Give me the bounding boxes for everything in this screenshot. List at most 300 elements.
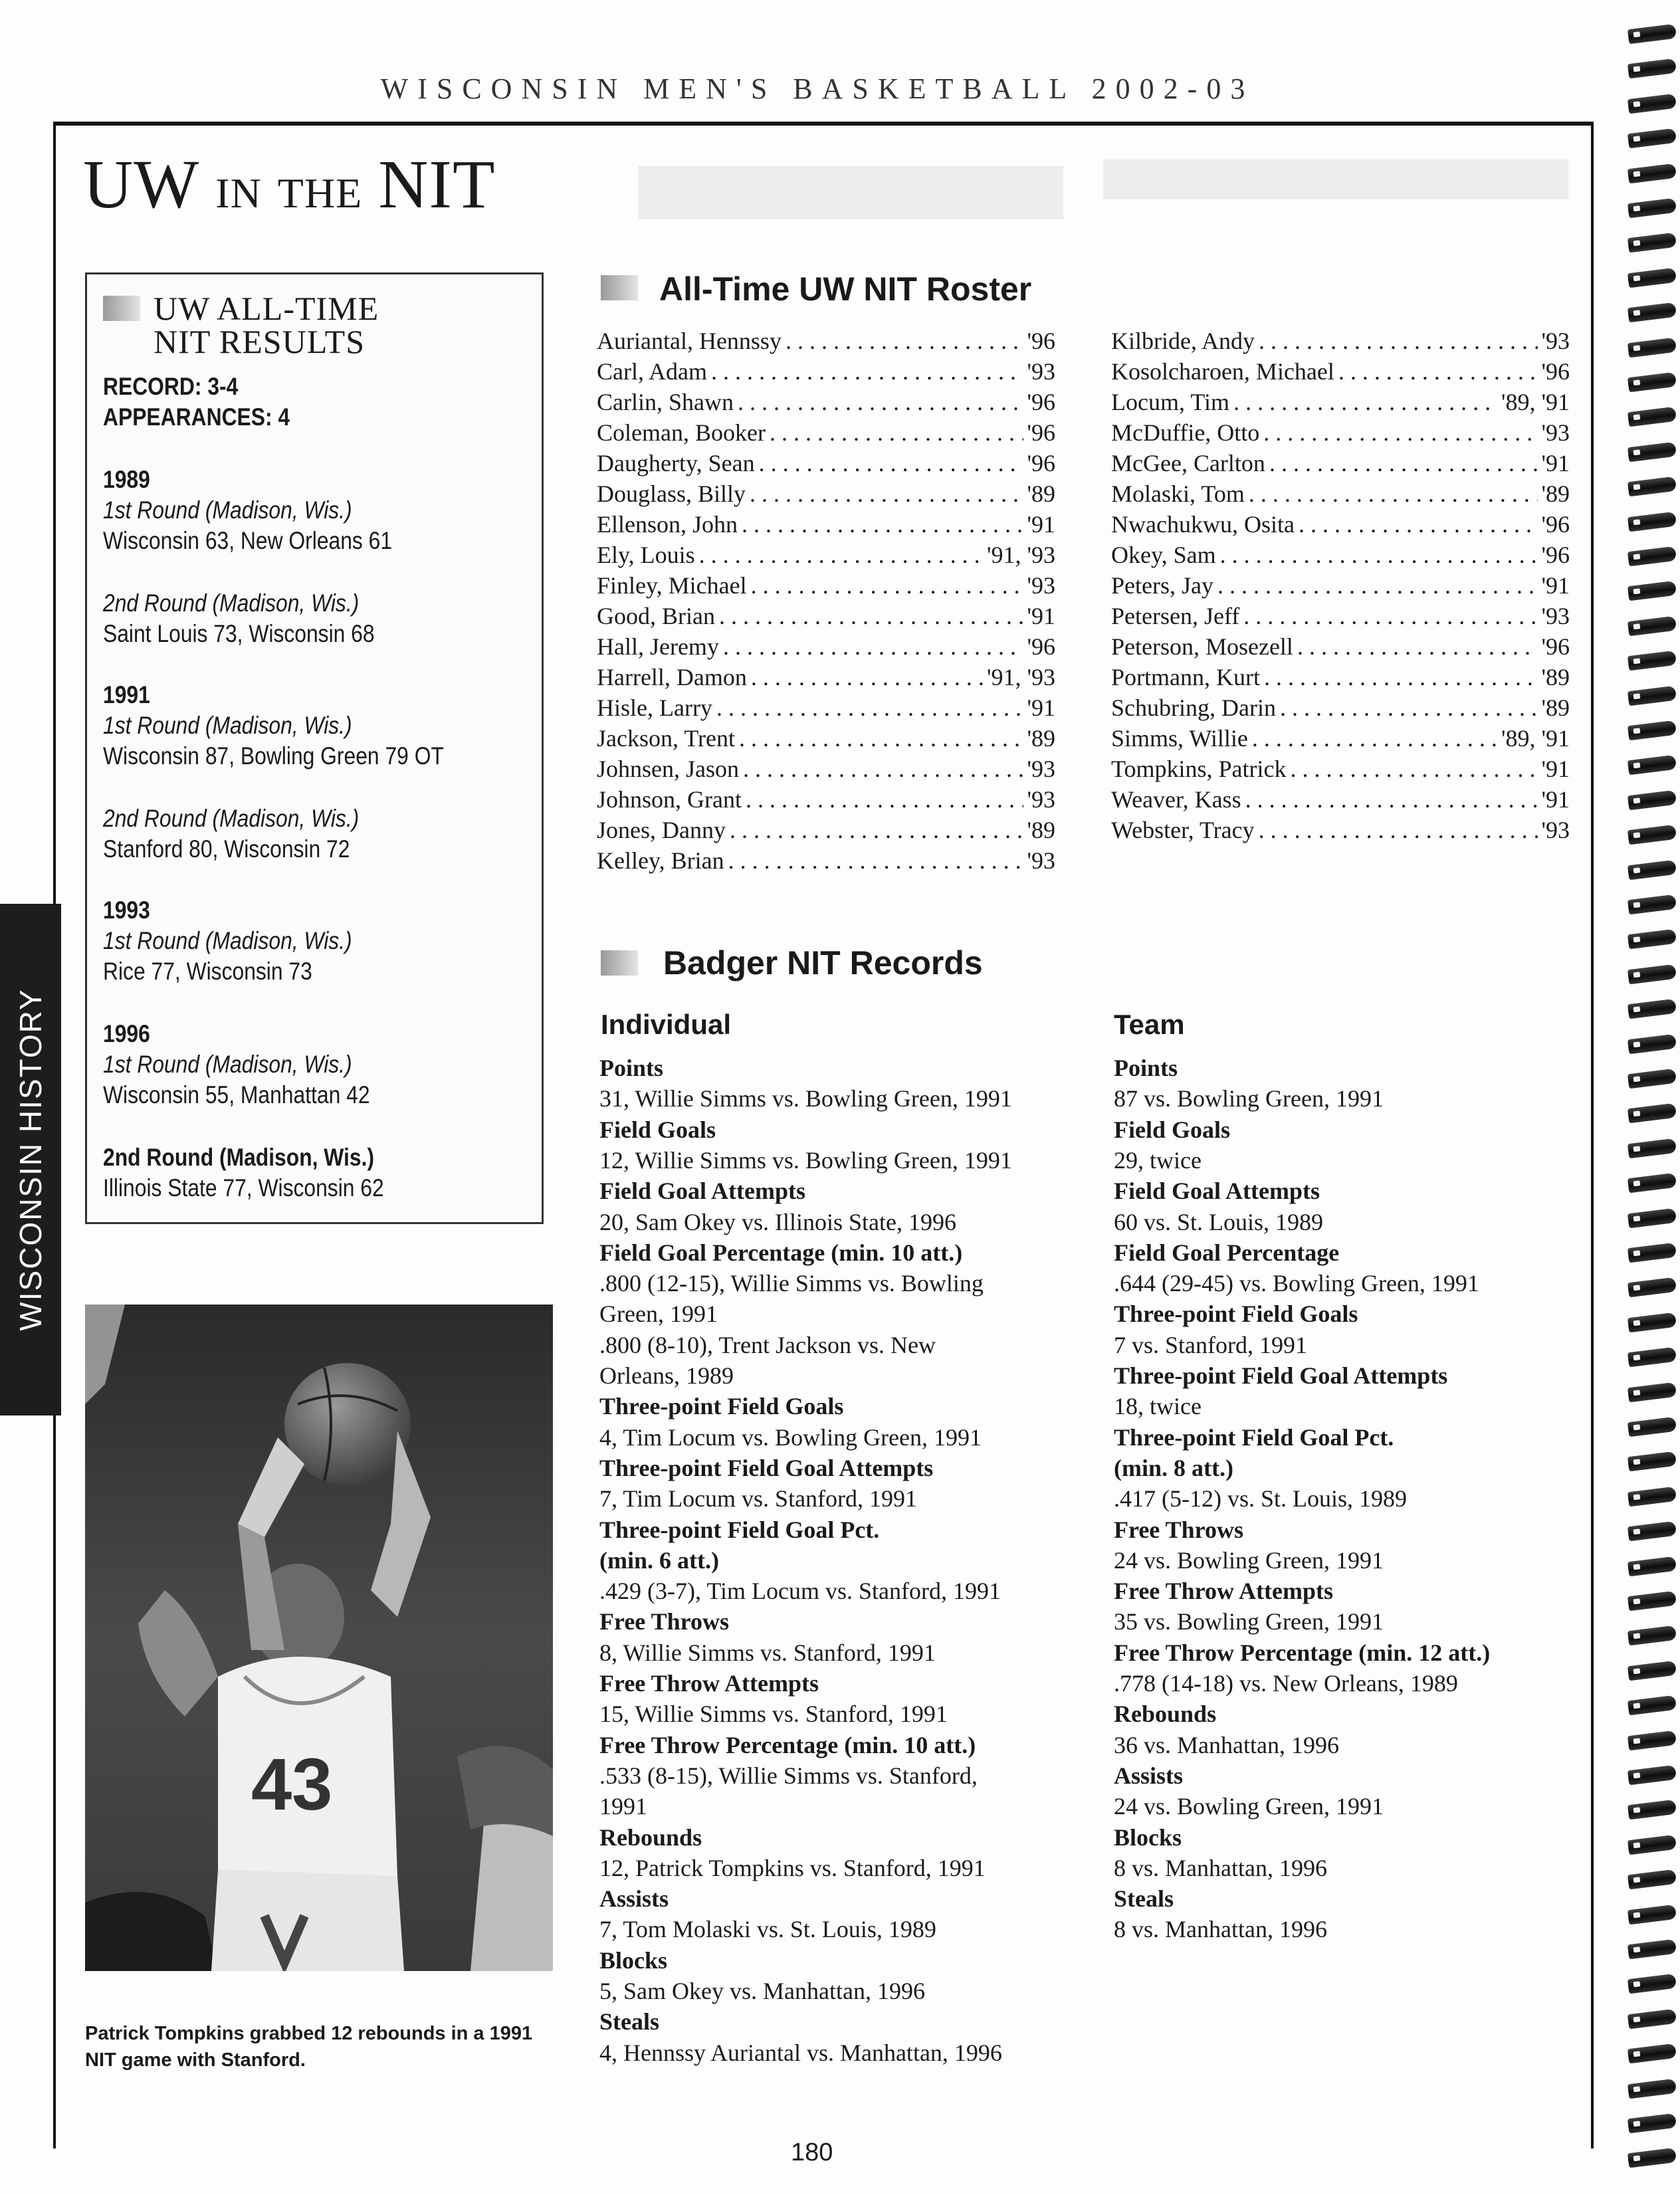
dot-leader [1299,509,1538,540]
binding-coil [1628,1800,1677,1820]
binding-coil [1628,615,1677,636]
record-category: Assists [599,1885,669,1913]
player-years: '89, '91 [1501,389,1570,415]
dot-leader [751,570,1023,601]
record-category: Rebounds [599,1824,702,1851]
record-value: 35 vs. Bowling Green, 1991 [1114,1608,1384,1635]
game-score: Rice 77, Wisconsin 73 [103,958,312,985]
appearances-stat: APPEARANCES: 4 [103,403,290,431]
player-name: Peters, Jay [1111,572,1213,599]
dot-leader [699,540,983,570]
roster-entry [597,815,1055,845]
player-years: '93 [1541,328,1570,354]
binding-coil [1628,1625,1677,1646]
dot-leader [730,815,1023,845]
year-1993: 1993 [103,896,150,924]
dot-leader [743,754,1023,784]
dot-leader [738,387,1023,417]
binding-coil [1628,1974,1677,1994]
round-label: 1st Round (Madison, Wis.) [103,927,352,954]
results-heading [154,292,379,358]
player-name: Tompkins, Patrick [1111,756,1287,782]
binding-coil [1628,755,1677,776]
record-category: Free Throw Attempts [1114,1578,1333,1605]
dot-leader [1217,570,1538,601]
spiral-binding [1623,27,1676,2180]
title-connector: in the [199,153,379,221]
binding-coil [1628,1347,1677,1368]
binding-coil [1628,1451,1677,1472]
title-uw: UW [83,146,200,223]
game-score: Wisconsin 55, Manhattan 42 [103,1081,370,1108]
binding-coil [1628,198,1677,219]
binding-coil [1628,1695,1677,1716]
player-years: '91 [1541,450,1570,476]
binding-coil [1628,233,1677,253]
binding-coil [1628,476,1677,497]
record-value: 8 vs. Manhattan, 1996 [1114,1916,1327,1943]
player-name: Simms, Willie [1111,725,1248,752]
dot-leader [723,631,1023,662]
round-label: 2nd Round (Madison, Wis.) [103,1144,375,1171]
player-name: Webster, Tracy [1111,817,1255,843]
dot-leader [1264,662,1538,692]
player-name: Daugherty, Sean [597,450,755,476]
record-value: .417 (5-12) vs. St. Louis, 1989 [1114,1485,1407,1513]
binding-coil [1628,407,1677,427]
roster-entry [1111,723,1570,754]
binding-coil [1628,1591,1677,1612]
binding-coil [1628,685,1677,706]
player-name: Schubring, Darin [1111,694,1276,721]
record-value: 29, twice [1114,1146,1202,1174]
player-name: Okey, Sam [1111,542,1216,568]
dot-leader [1269,448,1538,478]
binding-coil [1628,58,1677,79]
roster-entry [1111,754,1570,784]
player-years: '93 [1027,847,1055,874]
roster-entry [597,326,1055,356]
heading-square-icon [601,275,638,300]
game-score: Wisconsin 87, Bowling Green 79 OT [103,742,444,770]
record-value: 5, Sam Okey vs. Manhattan, 1996 [599,1978,925,2004]
record-value: .429 (3-7), Tim Locum vs. Stanford, 1991 [599,1578,1001,1605]
binding-coil [1628,1730,1677,1750]
svg-text:43: 43 [251,1744,333,1826]
dot-leader [1220,540,1538,570]
player-years: '93 [1541,817,1570,843]
binding-coil [1628,1521,1677,1542]
player-name: Peterson, Mosezell [1111,633,1293,660]
player-years: '89 [1541,480,1570,507]
side-tab-label: WISCONSIN HISTORY [13,988,48,1331]
roster-entry [1111,784,1570,815]
record-category: Field Goals [599,1116,716,1143]
record-value: .800 (8-10), Trent Jackson vs. New [599,1331,936,1358]
title-nit: NIT [378,146,496,223]
running-head: WISCONSIN MEN'S BASKETBALL 2002-03 [380,72,1255,105]
player-name: Ellenson, John [597,511,738,538]
player-name: Douglass, Billy [597,480,746,507]
binding-coil [1628,789,1677,810]
roster-entry [1111,815,1570,845]
record-category: Steals [1114,1885,1174,1913]
binding-coil [1628,93,1677,114]
binding-coil [1628,1069,1677,1089]
binding-coil [1628,267,1677,288]
record-category: Three-point Field Goal Pct. [599,1516,880,1543]
record-category: Free Throws [1114,1516,1243,1543]
player-years: '93 [1541,603,1570,629]
roster-entry [1111,601,1570,631]
record-category: Assists [1114,1762,1184,1789]
record-value: 1991 [599,1793,647,1820]
player-name: Kilbride, Andy [1111,328,1255,354]
player-years: '96 [1027,328,1055,354]
dot-leader [719,601,1023,631]
roster-entry [597,356,1055,387]
roster-entry [597,754,1055,784]
dot-leader [1252,723,1497,754]
binding-coil [1628,651,1677,671]
binding-coil [1628,1869,1677,1890]
player-years: '96 [1541,511,1570,538]
binding-coil [1628,2113,1677,2134]
record-value: 24 vs. Bowling Green, 1991 [1114,1546,1384,1574]
results-heading-line: NIT RESULTS [154,323,366,360]
player-years: '93 [1027,572,1055,599]
roster-entry [1111,326,1570,356]
player-years: '91 [1541,572,1570,599]
roster-entry [597,570,1055,601]
record-value: Orleans, 1989 [599,1362,734,1389]
binding-coil [1628,894,1677,915]
team-heading: Team [1114,1009,1185,1040]
record-category: Free Throw Attempts [599,1670,819,1697]
player-name: Harrell, Damon [597,664,747,690]
roster-entry [597,601,1055,631]
photo-image [85,1305,553,1971]
record-category: Three-point Field Goal Attempts [1114,1362,1448,1389]
round-label: 2nd Round (Madison, Wis.) [103,589,360,617]
dot-leader [739,723,1023,754]
roster-entry [1111,417,1570,448]
record-value: .800 (12-15), Willie Simms vs. Bowling [599,1270,984,1297]
dot-leader [746,784,1023,815]
roster-entry [1111,692,1570,723]
dot-leader [716,692,1023,723]
player-name: Kosolcharoen, Michael [1111,358,1334,385]
heading-square-icon [103,296,140,321]
roster-entry [597,723,1055,754]
dot-leader [1249,478,1538,509]
record-value: 8, Willie Simms vs. Stanford, 1991 [599,1639,936,1666]
player-years: '89 [1027,480,1055,507]
player-years: '91 [1541,786,1570,813]
binding-coil [1628,441,1677,462]
record-category: Field Goal Percentage [1114,1239,1340,1266]
record-category: Field Goal Percentage (min. 10 att.) [599,1239,963,1266]
player-years: '89, '91 [1501,725,1570,752]
roster-entry [597,478,1055,509]
binding-coil [1628,1103,1677,1124]
player-name: McGee, Carlton [1111,450,1265,476]
roster-entry [597,845,1055,876]
record-value: 36 vs. Manhattan, 1996 [1114,1731,1339,1758]
player-name: Locum, Tim [1111,389,1230,415]
player-name: Petersen, Jeff [1111,603,1240,629]
player-years: '96 [1027,633,1055,660]
binding-coil [1628,1138,1677,1158]
record-stat: RECORD: 3-4 [103,373,239,400]
record-value: .644 (29-45) vs. Bowling Green, 1991 [1114,1270,1479,1297]
roster-entry [597,784,1055,815]
dot-leader [742,509,1023,540]
roster-entry [597,662,1055,692]
player-years: '96 [1027,450,1055,476]
dot-leader [1297,631,1538,662]
player-name: Carl, Adam [597,358,707,385]
record-value: 31, Willie Simms vs. Bowling Green, 1991 [599,1085,1012,1112]
dot-leader [728,845,1023,876]
dot-leader [1290,754,1537,784]
roster-entry [1111,478,1570,509]
individual-heading: Individual [601,1009,732,1040]
binding-coil [1628,1173,1677,1194]
record-value: 24 vs. Bowling Green, 1991 [1114,1793,1384,1820]
binding-coil [1628,964,1677,984]
player-name: Kelley, Brian [597,847,724,874]
dot-leader [759,448,1023,478]
record-category: Three-point Field Goals [1114,1301,1358,1328]
binding-coil [1628,1243,1677,1263]
dot-leader [1259,326,1538,356]
record-value: 12, Willie Simms vs. Bowling Green, 1991 [599,1146,1012,1174]
nit-results-box [85,272,544,1224]
record-category: Free Throw Percentage (min. 10 att.) [599,1731,976,1758]
record-category: Blocks [599,1946,668,1974]
dot-leader [1259,815,1538,845]
binding-coil [1628,337,1677,358]
binding-coil [1628,2148,1677,2168]
dot-leader [1338,356,1538,387]
player-years: '93 [1541,419,1570,446]
binding-coil [1628,511,1677,532]
record-category: Three-point Field Goal Attempts [599,1454,934,1481]
roster-entry [597,540,1055,570]
record-category: Free Throw Percentage (min. 12 att.) [1114,1639,1491,1666]
roster-entry [1111,387,1570,417]
binding-coil [1628,1382,1677,1402]
binding-coil [1628,2078,1677,2099]
binding-coil [1628,163,1677,183]
player-years: '89 [1027,725,1055,752]
record-value: 4, Hennssy Auriantal vs. Manhattan, 1996 [599,2039,1002,2066]
binding-coil [1628,24,1677,45]
player-years: '96 [1541,542,1570,568]
page-title [83,145,495,224]
round-label: 2nd Round (Madison, Wis.) [103,805,360,832]
record-category: Field Goal Attempts [1114,1178,1320,1205]
record-value: 7 vs. Stanford, 1991 [1114,1331,1307,1358]
binding-coil [1628,1417,1677,1437]
record-value: 60 vs. St. Louis, 1989 [1114,1208,1324,1235]
record-value: .533 (8-15), Willie Simms vs. Stanford, [599,1762,978,1789]
roster-heading: All-Time UW NIT Roster [659,270,1032,308]
record-value: 7, Tim Locum vs. Stanford, 1991 [599,1485,918,1513]
dot-leader [770,417,1023,448]
dot-leader [1243,601,1537,631]
player-name: Hisle, Larry [597,694,712,721]
record-category: Steals [599,2008,659,2036]
binding-coil [1628,1904,1677,1925]
year-1996: 1996 [103,1020,150,1047]
player-name: Portmann, Kurt [1111,664,1260,690]
record-category: Field Goals [1114,1116,1231,1143]
player-years: '89 [1541,694,1570,721]
roster-entry [597,387,1055,417]
player-years: '93 [1027,756,1055,782]
binding-coil [1628,372,1677,393]
roster-entry [597,509,1055,540]
player-name: Johnsen, Jason [597,756,739,782]
player-name: Jones, Danny [597,817,726,843]
roster-entry [1111,448,1570,478]
record-category: (min. 8 att.) [1114,1454,1233,1481]
player-name: Carlin, Shawn [597,389,734,415]
player-years: '91 [1027,694,1055,721]
record-value: 12, Patrick Tompkins vs. Stanford, 1991 [599,1854,986,1881]
binding-coil [1628,825,1677,845]
player-name: Auriantal, Hennssy [597,328,782,354]
results-heading-line: UW ALL-TIME [154,290,379,327]
record-value: 87 vs. Bowling Green, 1991 [1114,1085,1384,1112]
binding-coil [1628,1834,1677,1855]
player-name: Finley, Michael [597,572,747,599]
binding-coil [1628,1312,1677,1332]
page-number: 180 [791,2139,833,2166]
player-name: Jackson, Trent [597,725,736,752]
record-category: Free Throws [599,1608,729,1635]
record-category: Points [599,1055,664,1081]
binding-coil [1628,1765,1677,1786]
player-years: '96 [1027,419,1055,446]
player-years: '93 [1027,786,1055,813]
player-years: '91, '93 [987,664,1055,690]
player-name: McDuffie, Otto [1111,419,1260,446]
binding-coil [1628,1486,1677,1507]
year-1991: 1991 [103,681,150,708]
dot-leader [786,326,1023,356]
record-category: (min. 6 att.) [599,1546,719,1574]
record-value: 15, Willie Simms vs. Stanford, 1991 [599,1701,948,1728]
roster-entry [597,448,1055,478]
binding-coil [1628,720,1677,741]
record-category: Blocks [1114,1824,1182,1851]
player-name: Nwachukwu, Osita [1111,511,1295,538]
dot-leader [1263,417,1537,448]
dot-leader [711,356,1023,387]
record-category: Field Goal Attempts [599,1178,805,1205]
records-heading: Badger NIT Records [663,944,983,982]
record-category: Points [1114,1055,1178,1081]
roster-entry [1111,662,1570,692]
binding-coil [1628,546,1677,567]
roster-entry [597,692,1055,723]
record-value: 18, twice [1114,1393,1202,1420]
binding-coil [1628,1939,1677,1960]
player-years: '96 [1541,358,1570,385]
player-years: '96 [1541,633,1570,660]
dot-leader [1245,784,1538,815]
binding-coil [1628,999,1677,1019]
player-years: '91 [1027,511,1055,538]
game-score: Illinois State 77, Wisconsin 62 [103,1174,384,1202]
player-name: Molaski, Tom [1111,480,1245,507]
record-value: Green, 1991 [599,1301,718,1328]
game-score: Wisconsin 63, New Orleans 61 [103,527,393,554]
player-name: Hall, Jeremy [597,633,719,660]
player-years: '93 [1027,358,1055,385]
player-name: Weaver, Kass [1111,786,1241,813]
game-score: Stanford 80, Wisconsin 72 [103,835,350,863]
roster-entry [597,631,1055,662]
record-value: 8 vs. Manhattan, 1996 [1114,1854,1327,1881]
round-label: 1st Round (Madison, Wis.) [103,712,352,739]
player-name: Johnson, Grant [597,786,742,813]
dot-leader [1233,387,1497,417]
round-label: 1st Round (Madison, Wis.) [103,496,352,524]
roster-entry [1111,509,1570,540]
heading-square-icon [601,950,638,976]
player-years: '89 [1027,817,1055,843]
player-years: '96 [1027,389,1055,415]
binding-coil [1628,1660,1677,1681]
dot-leader [750,478,1023,509]
binding-coil [1628,1556,1677,1576]
record-category: Rebounds [1114,1701,1217,1728]
player-name: Coleman, Booker [597,419,766,446]
binding-coil [1628,581,1677,601]
binding-coil [1628,1033,1677,1054]
binding-coil [1628,2008,1677,2029]
record-category: Three-point Field Goal Pct. [1114,1423,1394,1451]
record-value: 4, Tim Locum vs. Bowling Green, 1991 [599,1423,982,1451]
player-years: '91 [1027,603,1055,629]
player-years: '91 [1541,756,1570,782]
game-score: Saint Louis 73, Wisconsin 68 [103,620,375,647]
record-value: 7, Tom Molaski vs. St. Louis, 1989 [599,1916,936,1943]
record-category: Three-point Field Goals [599,1393,844,1420]
roster-entry [1111,356,1570,387]
binding-coil [1628,929,1677,950]
photo-caption: Patrick Tompkins grabbed 12 rebounds in a 1991 NIT game with Stanford. [85,2023,533,2071]
binding-coil [1628,2043,1677,2064]
player-years: '89 [1541,664,1570,690]
player-name: Ely, Louis [597,542,695,568]
roster-entry [597,417,1055,448]
binding-coil [1628,1277,1677,1298]
player-photo [85,1305,553,1971]
dot-leader [751,662,983,692]
dot-leader [1280,692,1538,723]
record-value: 20, Sam Okey vs. Illinois State, 1996 [599,1208,956,1235]
year-1989: 1989 [103,466,150,493]
player-name: Good, Brian [597,603,715,629]
roster-entry [1111,631,1570,662]
roster-entry [1111,540,1570,570]
record-value: .778 (14-18) vs. New Orleans, 1989 [1114,1670,1458,1697]
